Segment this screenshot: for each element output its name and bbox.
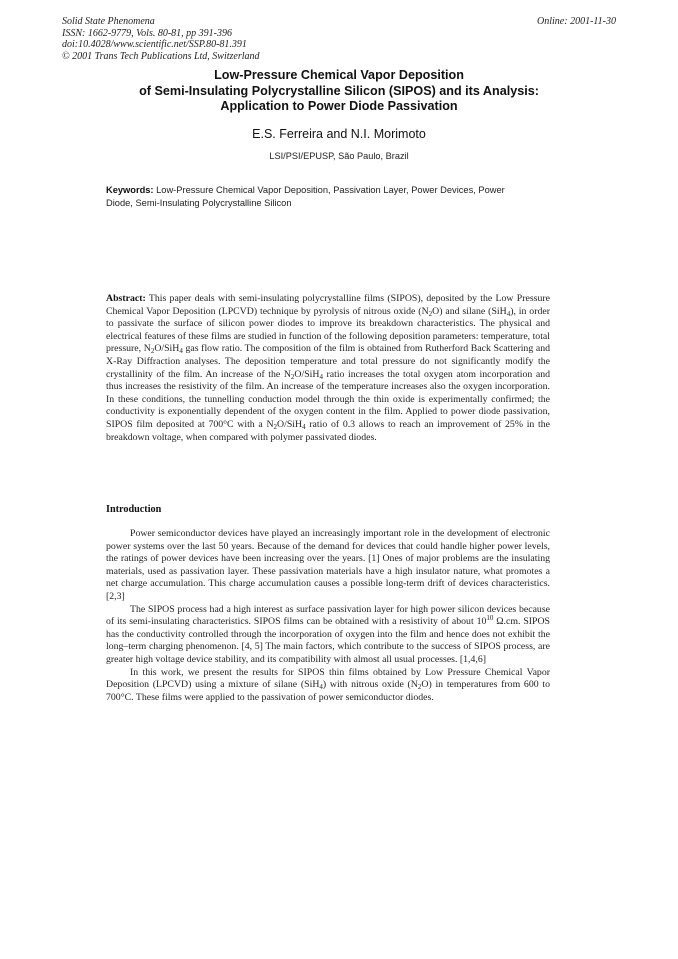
- abstract-block: [106, 293, 550, 444]
- intro-paragraph-3: [106, 667, 550, 705]
- intro-text: O) in temperatures from 600 to 700°C. These films were applied to the passivation of power semiconductor diodes.: [106, 679, 550, 703]
- paper-title: [80, 68, 598, 115]
- abstract-label: Abstract:: [106, 293, 146, 304]
- abstract-text: ), in order to passivate the surface of silicon power diodes to improve its breakdown characteristics. The physical and electrical features of these films are studied in function of the following deposition parameters: temperature, total pressure, N: [106, 305, 550, 355]
- page-header: [62, 16, 616, 62]
- issn-line: ISSN: 1662-9779, Vols. 80-81, pp 391-396: [62, 27, 232, 39]
- subscript: 2: [273, 422, 278, 431]
- title-line-3: Application to Power Diode Passivation: [220, 99, 458, 113]
- subscript: 2: [417, 683, 422, 692]
- abstract-text: ratio increases the total oxygen atom incorporation and thus increases the resistivity of the film. An increase of the temperature increases also the oxygen incorporation. In these conditions, the tunnelling conduction model through the thin oxide is experimentally confirmed; the conductivity is exponentially dependent of the oxygen content in the film. Applied to power diode passivation, SIPOS film deposited at 700°C with a N: [106, 368, 550, 430]
- intro-text: The SIPOS process had a high interest as surface passivation layer for high power silicon devices because of its semi-insulating characteristics. SIPOS films can be obtained with a resistivity of about 10: [106, 603, 550, 628]
- section-heading-introduction: Introduction: [106, 504, 162, 515]
- subscript: 4: [319, 372, 323, 381]
- subscript: 4: [302, 422, 306, 431]
- keywords-label: Keywords:: [106, 185, 154, 195]
- abstract-text: ratio of 0.3 allows to reach an improvement of 25% in the breakdown voltage, when compared with polymer passivated diodes.: [106, 418, 550, 443]
- intro-paragraph-2: [106, 604, 550, 667]
- abstract-text: This paper deals with semi-insulating polycrystalline films (SIPOS), deposited by the Low Pressure Chemical Vapor Deposition (LPCVD) technique by pyrolysis of nitrous oxide (N: [106, 293, 550, 317]
- online-date: Online: 2001-11-30: [537, 16, 616, 27]
- keywords-text: Low-Pressure Chemical Vapor Deposition, Passivation Layer, Power Devices, Power Diode, Semi-Insulating Polycrystalline Silicon: [106, 185, 505, 208]
- intro-paragraph-1: Power semiconductor devices have played an increasingly important role in the development of electronic power systems over the last 50 years. Because of the demand for devices that could handle higher power levels, the ratings of power devices have been increasing over the years. [1] Ones of major problems are the insulating materials, used as passivation layer. These passivation materials have a high insulator nature, what promotes a net charge accumulation. This charge accumulation causes a possible long-term drift of devices characteristics. [2,3]: [106, 528, 550, 602]
- keywords-block: [106, 184, 522, 209]
- abstract-text: O/SiH: [277, 418, 303, 430]
- subscript: 4: [179, 347, 183, 356]
- subscript: 4: [506, 309, 511, 318]
- intro-text: Ω.cm. SIPOS has the conductivity controlled through the incorporation of oxygen into the film and hence does not exhibit the long–term charging phenomenon. [4, 5] The main factors, which contribute to the success of SIPOS process, are greater high voltage device stability, and its compatibility with almost all usual processes. [1,4,6]: [106, 616, 550, 665]
- intro-text: In this work, we present the results for SIPOS thin films obtained by Low Pressure Chemical Vapor Deposition (LPCVD) using a mixture of silane (SiH: [106, 666, 550, 691]
- authors: E.S. Ferreira and N.I. Morimoto: [252, 127, 426, 141]
- abstract-text: gas flow ratio. The composition of the film is obtained from Rutherford Back Scattering and X-Ray Diffraction analyses. The deposition temperature and total pressure do not significantly modify the crystallinity of the film. An increase of the N: [106, 343, 550, 380]
- abstract-text: O/SiH: [294, 368, 320, 380]
- subscript: 4: [319, 683, 323, 692]
- abstract-text: O) and silane (SiH: [432, 305, 507, 317]
- subscript: 2: [290, 372, 295, 381]
- doi-line: doi:10.4028/www.scientific.net/SSP.80-81.391: [62, 39, 247, 50]
- abstract-text: O/SiH: [154, 343, 180, 355]
- copyright-line: © 2001 Trans Tech Publications Ltd, Switzerland: [62, 50, 260, 62]
- superscript: 10: [486, 614, 494, 623]
- title-line-2: of Semi-Insulating Polycrystalline Silicon (SIPOS) and its Analysis:: [139, 83, 539, 98]
- introduction-body: [106, 528, 550, 704]
- title-line-1: Low-Pressure Chemical Vapor Deposition: [214, 68, 464, 82]
- affiliation: LSI/PSI/EPUSP, São Paulo, Brazil: [269, 151, 409, 161]
- journal-name: Solid State Phenomena: [62, 16, 155, 27]
- subscript: 2: [150, 347, 155, 356]
- intro-text: ) with nitrous oxide (N: [322, 679, 418, 691]
- subscript: 2: [428, 309, 433, 318]
